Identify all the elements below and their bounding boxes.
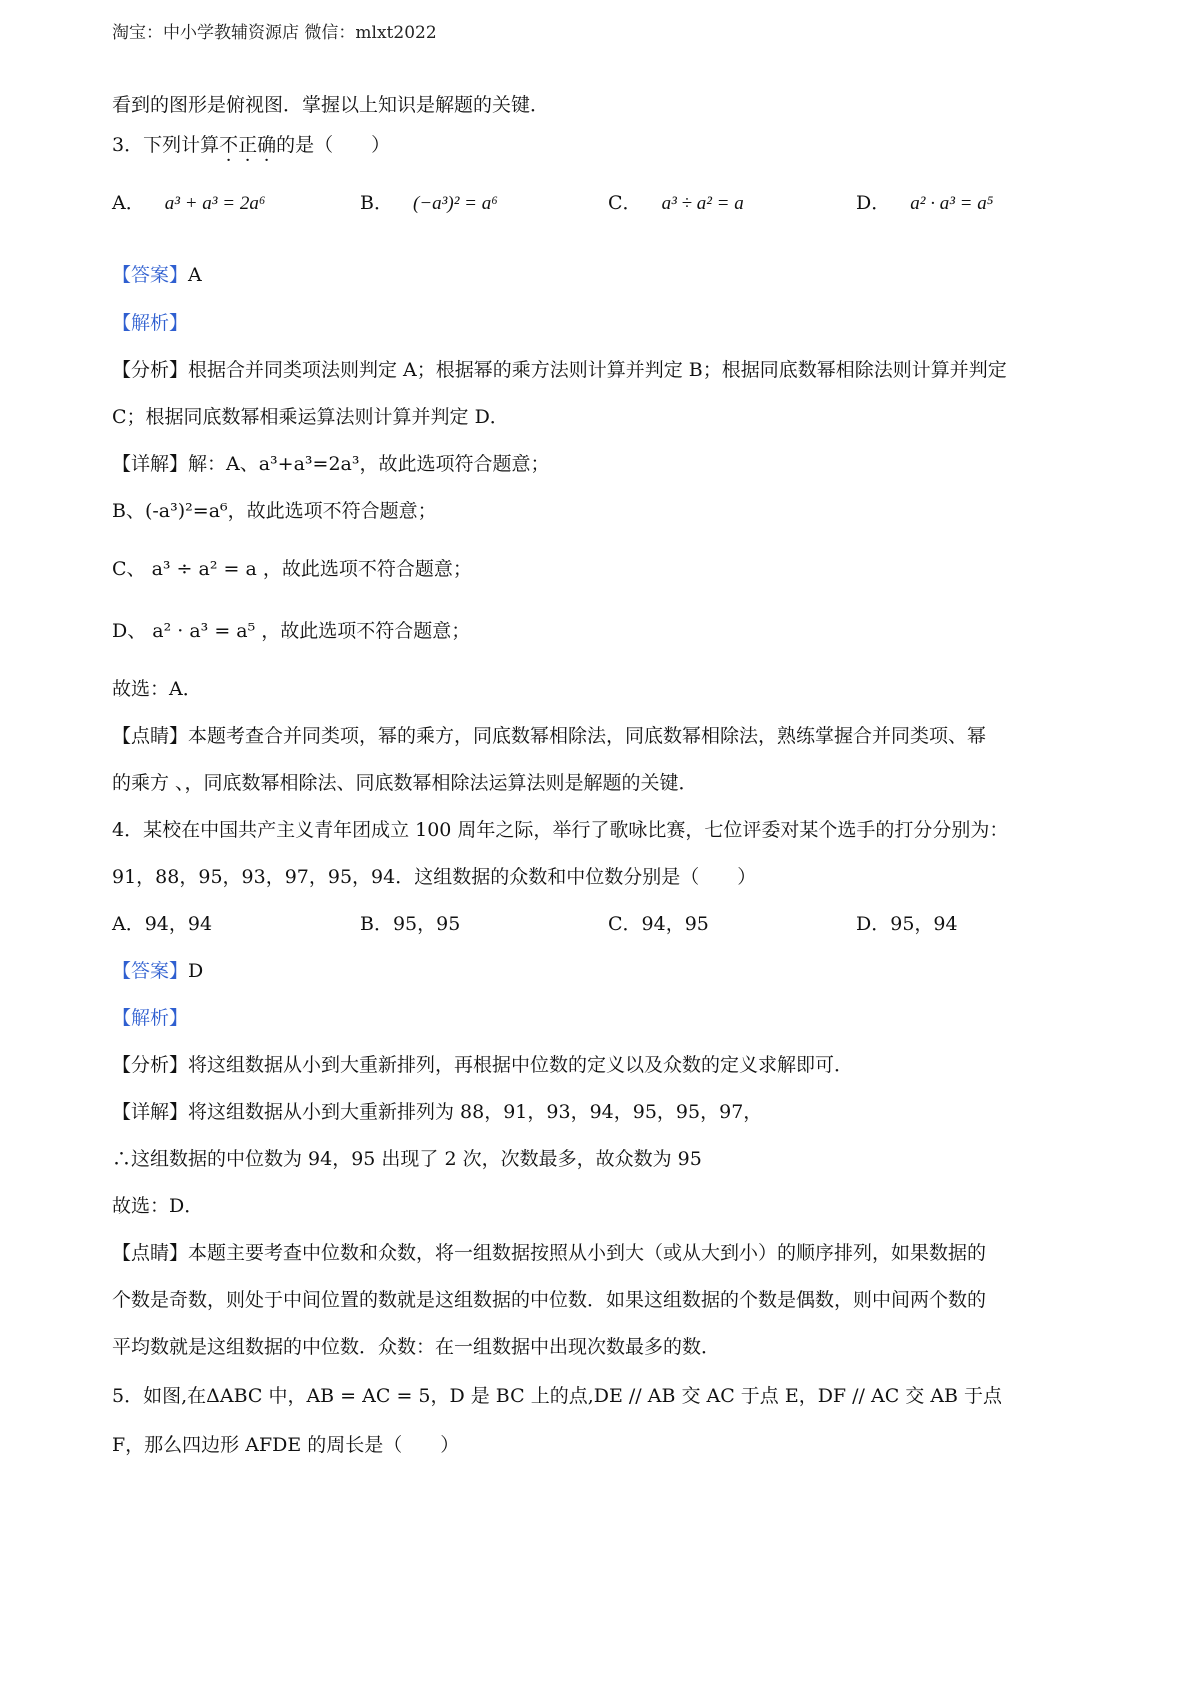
q3-option-a-expr: a³ + a³ = 2a⁶: [164, 193, 266, 214]
q3-option-d-label: D．: [856, 192, 891, 214]
q3-stem: [112, 132, 390, 158]
q4-analysis-tag: 【解析】: [112, 1007, 189, 1029]
q3-stem-post: 的是（ ）: [276, 134, 391, 156]
q4-answer: [112, 958, 203, 984]
q4-option-c: C．94，95: [608, 913, 709, 935]
q3-xiangjie-line-4: D、 a² · a³ = a⁵ ，故此选项不符合题意；: [112, 620, 471, 642]
q3-option-c-label: C．: [608, 192, 642, 214]
q4-choose: 故选：D．: [112, 1195, 204, 1217]
q3-choose: 故选：A．: [112, 678, 202, 700]
q3-xiangjie-line-3: C、 a³ ÷ a² = a ，故此选项不符合题意；: [112, 558, 472, 580]
q4-dianjing-line-2: 个数是奇数，则处于中间位置的数就是这组数据的中位数．如果这组数据的个数是偶数，则中间两个数的: [112, 1289, 987, 1311]
q3-xiangjie-line-1: 【详解】解：A、a³+a³=2a³，故此选项符合题意；: [112, 453, 550, 475]
q3-fenxi-line-1: 【分析】根据合并同类项法则判定 A；根据幂的乘方法则计算并判定 B；根据同底数幂相除法则计算并判定: [112, 359, 1007, 381]
answer-tag: 【答案】: [112, 960, 189, 982]
q3-option-d: [856, 190, 993, 217]
q4-option-b: B．95，95: [360, 913, 461, 935]
q3-fenxi-line-2: C；根据同底数幂相乘运算法则计算并判定 D．: [112, 406, 509, 428]
q4-xiangjie-line-2: ∴这组数据的中位数为 94，95 出现了 2 次，次数最多，故众数为 95: [112, 1148, 702, 1170]
q3-dianjing-line-2: 的乘方 、，同底数幂相除法、同底数幂相除法运算法则是解题的关键．: [112, 772, 698, 794]
intro-text: 看到的图形是俯视图．掌握以上知识是解题的关键．: [112, 94, 550, 116]
q4-option-d: D．95，94: [856, 913, 958, 935]
q3-option-c: [608, 190, 744, 217]
q4-option-a: A．94，94: [112, 913, 213, 935]
q4-stem-line-1: 4．某校在中国共产主义青年团成立 100 周年之际，举行了歌咏比赛，七位评委对某个选手的打分分别为：: [112, 819, 1009, 841]
q3-option-d-expr: a² · a³ = a⁵: [910, 193, 994, 214]
q3-emph-3: 确: [257, 134, 277, 156]
q3-xiangjie-line-2: B、(-a³)²=a⁶，故此选项不符合题意；: [112, 500, 437, 522]
q4-dianjing-line-3: 平均数就是这组数据的中位数．众数：在一组数据中出现次数最多的数．: [112, 1336, 721, 1358]
q4-fenxi: 【分析】将这组数据从小到大重新排列，再根据中位数的定义以及众数的定义求解即可．: [112, 1054, 854, 1076]
q3-answer: [112, 262, 202, 288]
q3-emph-1: 不: [219, 134, 239, 156]
q4-dianjing-line-1: 【点睛】本题主要考查中位数和众数，将一组数据按照从小到大（或从大到小）的顺序排列，如果数据的: [112, 1242, 987, 1264]
q4-stem-line-2: 91，88，95，93，97，95，94．这组数据的众数和中位数分别是（ ）: [112, 866, 757, 888]
q3-emph-2: 正: [238, 134, 258, 156]
q3-stem-pre: 3．下列计算: [112, 134, 220, 156]
q3-option-a-label: A．: [112, 192, 145, 214]
answer-tag: 【答案】: [112, 264, 189, 286]
q4-xiangjie-line-1: 【详解】将这组数据从小到大重新排列为 88，91，93，94，95，95，97，: [112, 1101, 763, 1123]
q3-dianjing-line-1: 【点睛】本题考查合并同类项，幂的乘方，同底数幂相除法，同底数幂相除法，熟练掌握合并同类项、幂: [112, 725, 987, 747]
q3-option-c-expr: a³ ÷ a² = a: [661, 193, 744, 214]
q3-option-a: [112, 190, 265, 217]
q4-answer-value: D: [188, 960, 204, 982]
page-header: 淘宝：中小学教辅资源店 微信：mlxt2022: [112, 23, 437, 43]
q5-stem-line-1: 5．如图,在ΔABC 中，AB = AC = 5，D 是 BC 上的点,DE // AB 交 AC 于点 E，DF // AC 交 AB 于点: [112, 1385, 1003, 1407]
q3-analysis-tag: 【解析】: [112, 312, 189, 334]
q3-answer-value: A: [188, 264, 202, 286]
q3-option-b: [360, 190, 498, 217]
q3-option-b-expr: (−a³)² = a⁶: [413, 193, 498, 214]
q3-option-b-label: B．: [360, 192, 393, 214]
q5-stem-line-2: F，那么四边形 AFDE 的周长是（ ）: [112, 1434, 460, 1456]
